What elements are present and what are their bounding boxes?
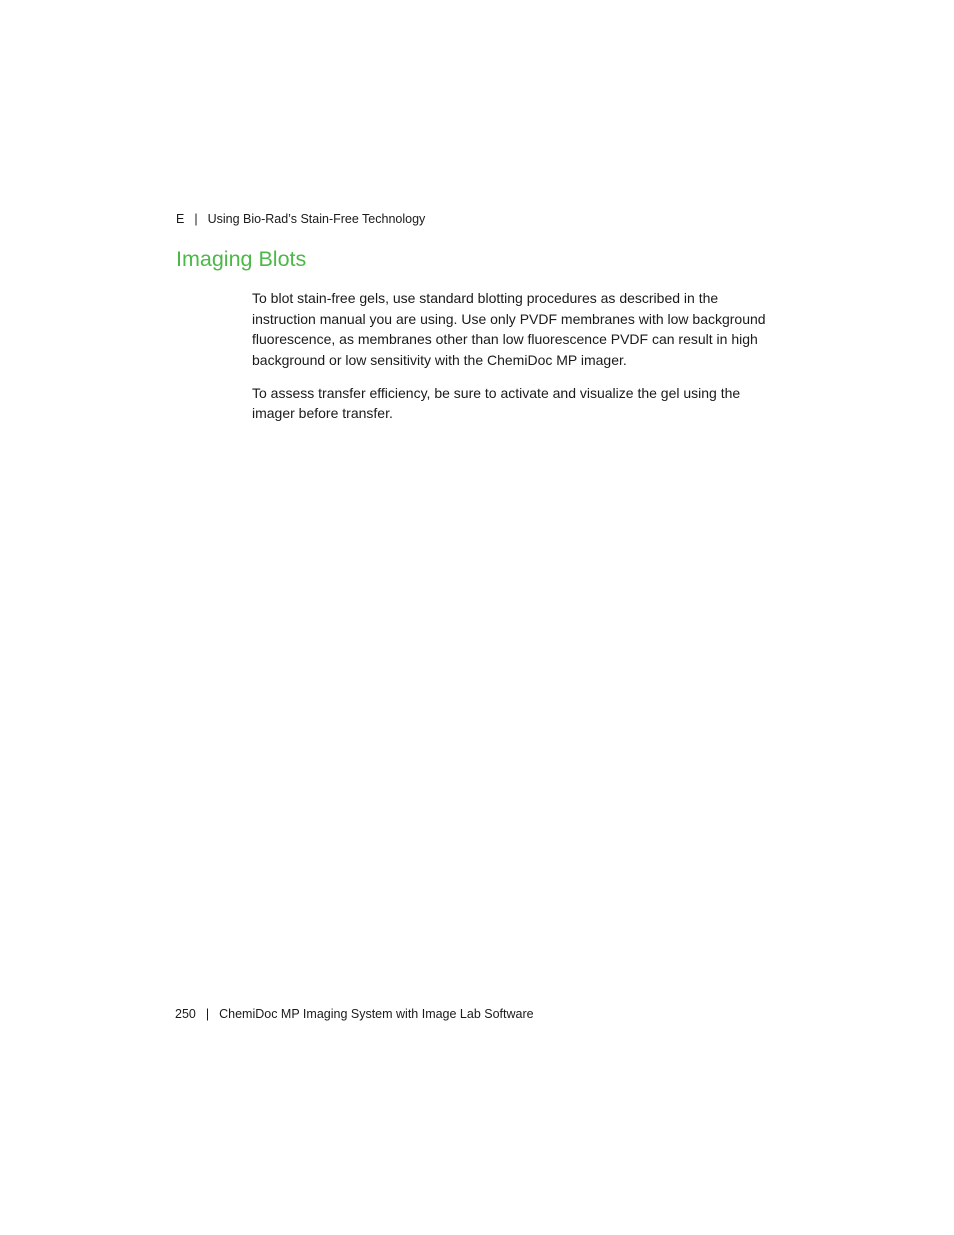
running-footer <box>175 1006 534 1022</box>
book-title: ChemiDoc MP Imaging System with Image Lab Software <box>219 1007 534 1021</box>
page-number: 250 <box>175 1007 196 1021</box>
header-separator: | <box>194 212 198 226</box>
paragraph-line: To blot stain-free gels, use standard blotting procedures as described in the <box>252 290 719 306</box>
section-title: Imaging Blots <box>176 247 307 271</box>
paragraph-line: imager before transfer. <box>252 405 393 421</box>
paragraph-line: background or low sensitivity with the ChemiDoc MP imager. <box>252 351 627 368</box>
footer-separator: | <box>205 1007 210 1021</box>
paragraph-line: fluorescence, as membranes other than low fluorescence PVDF can result in high <box>252 331 758 347</box>
paragraph-line: instruction manual you are using. Use only PVDF membranes with low background <box>252 310 766 327</box>
body-text <box>252 288 782 436</box>
paragraph-blotting <box>252 288 782 370</box>
chapter-title: Using Bio-Rad’s Stain-Free Technology <box>207 212 426 226</box>
paragraph-transfer-efficiency <box>252 383 782 424</box>
chapter-letter: E <box>176 212 185 226</box>
running-header <box>176 211 425 227</box>
paragraph-line: To assess transfer efficiency, be sure to activate and visualize the gel using the <box>252 384 741 401</box>
